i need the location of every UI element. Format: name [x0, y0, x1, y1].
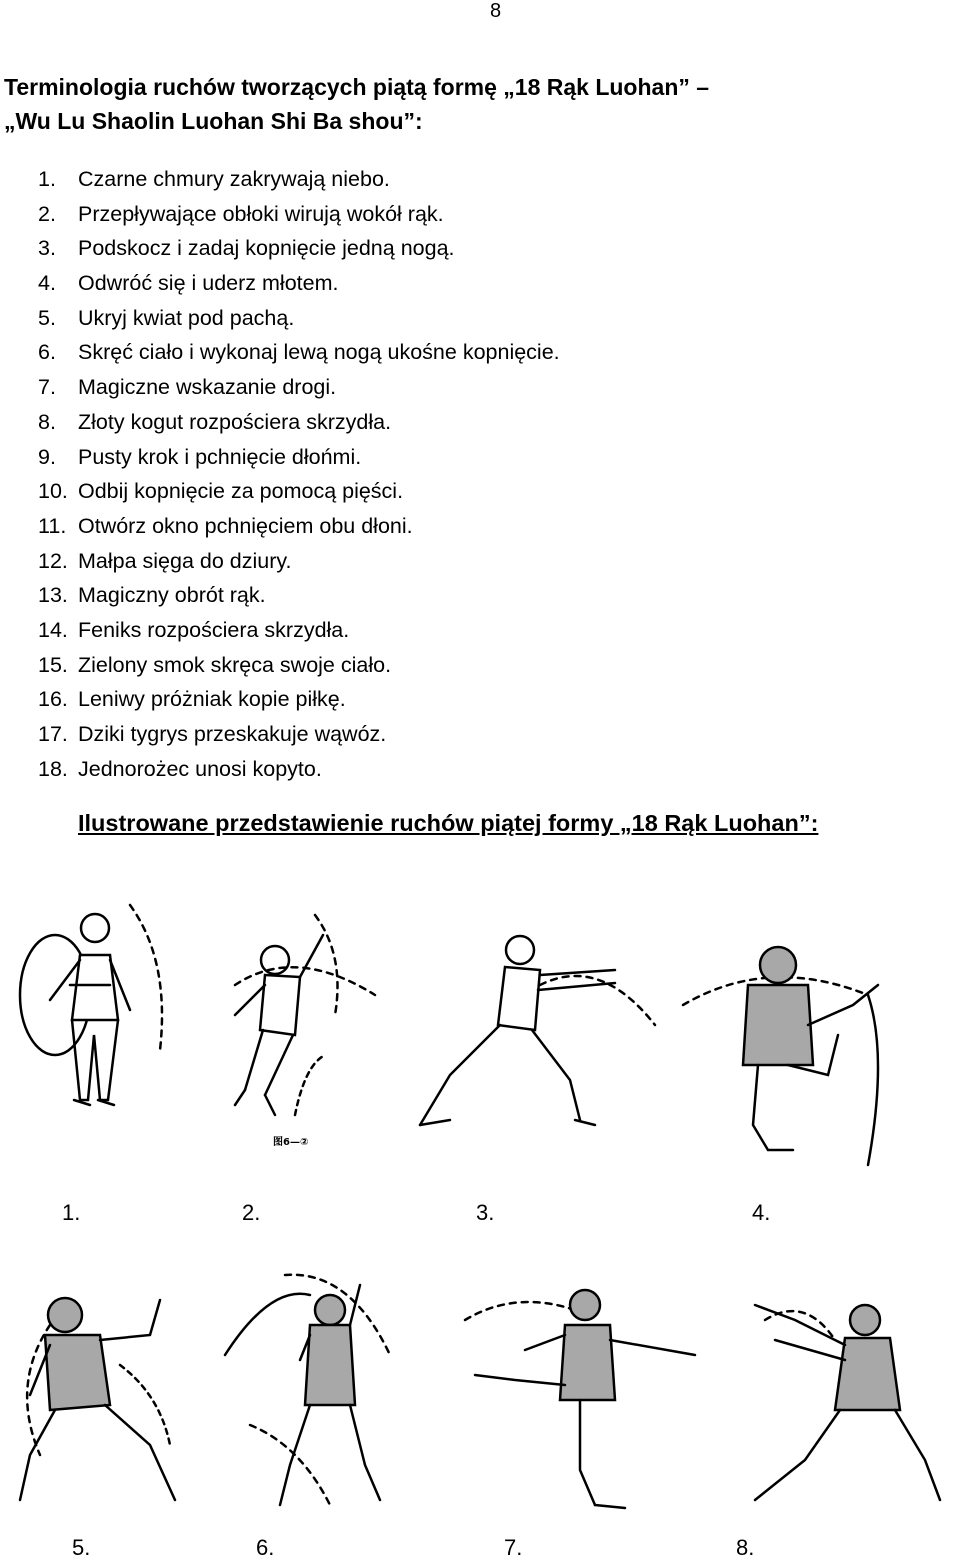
item-number: 16. — [38, 687, 68, 712]
list-item — [38, 648, 560, 683]
list-item — [38, 717, 560, 752]
item-number: 10. — [38, 479, 68, 504]
list-item — [38, 231, 560, 266]
item-text: Magiczne wskazanie drogi. — [78, 375, 337, 400]
list-item — [38, 197, 560, 232]
list-item — [38, 440, 560, 475]
figure-caption-6: 6. — [256, 1535, 275, 1560]
title-line-2: „Wu Lu Shaolin Luohan Shi Ba shou”: — [4, 108, 423, 134]
list-item — [38, 682, 560, 717]
item-number: 12. — [38, 548, 68, 573]
figure-caption-5: 5. — [72, 1535, 91, 1560]
item-text: Złoty kogut rozpościera skrzydła. — [78, 409, 392, 434]
item-number: 3. — [38, 236, 56, 261]
item-text: Podskocz i zadaj kopnięcie jedną nogą. — [78, 236, 455, 261]
figure-3-illustration — [410, 925, 660, 1145]
figure-2-label: 图6—② — [273, 1137, 309, 1148]
item-text: Skręć ciało i wykonaj lewą nogą ukośne kopnięcie. — [78, 340, 560, 365]
illustrations-heading: Ilustrowane przedstawienie ruchów piątej formy „18 Rąk Luohan”: — [78, 810, 819, 836]
list-item — [38, 474, 560, 509]
item-number: 8. — [38, 409, 56, 434]
item-number: 15. — [38, 652, 68, 677]
item-text: Przepływające obłoki wirują wokół rąk. — [78, 201, 444, 226]
title-line-1: Terminologia ruchów tworzących piątą formę „18 Rąk Luohan” – — [4, 74, 710, 100]
item-text: Ukryj kwiat pod pachą. — [78, 305, 295, 330]
item-number: 1. — [38, 167, 56, 191]
item-text: Odwróć się i uderz młotem. — [78, 271, 339, 296]
figure-caption-1: 1. — [62, 1200, 81, 1225]
list-item — [38, 544, 560, 579]
item-text: Leniwy próżniak kopie piłkę. — [78, 687, 346, 712]
item-number: 7. — [38, 375, 56, 400]
item-text: Małpa sięga do dziury. — [78, 548, 292, 573]
item-text: Czarne chmury zakrywają niebo. — [78, 167, 390, 191]
list-item — [38, 405, 560, 440]
item-number: 5. — [38, 305, 56, 330]
item-text: Pusty krok i pchnięcie dłońmi. — [78, 444, 362, 469]
list-item — [38, 752, 560, 787]
figure-5-illustration — [10, 1285, 200, 1525]
item-number: 4. — [38, 271, 56, 296]
item-number: 6. — [38, 340, 56, 365]
item-text: Feniks rozpościera skrzydła. — [78, 617, 350, 642]
list-item — [38, 509, 560, 544]
item-text: Odbij kopnięcie za pomocą pięści. — [78, 479, 404, 504]
item-number: 13. — [38, 583, 68, 608]
figure-caption-2: 2. — [242, 1200, 261, 1225]
list-item — [38, 301, 560, 336]
item-number: 14. — [38, 617, 68, 642]
figure-6-illustration — [210, 1265, 410, 1525]
list-item — [38, 266, 560, 301]
list-item — [38, 162, 560, 197]
page-number: 8 — [490, 0, 502, 22]
item-text: Magiczny obrót rąk. — [78, 583, 266, 608]
figure-caption-3: 3. — [476, 1200, 495, 1225]
movement-list — [38, 162, 560, 786]
figure-caption-8: 8. — [736, 1535, 755, 1560]
item-number: 11. — [38, 513, 67, 538]
list-item — [38, 578, 560, 613]
list-item — [38, 613, 560, 648]
item-text: Jednorożec unosi kopyto. — [78, 756, 322, 781]
item-number: 18. — [38, 756, 68, 781]
page-title — [4, 70, 904, 138]
figure-4-illustration — [678, 935, 908, 1170]
item-text: Otwórz okno pchnięciem obu dłoni. — [78, 513, 413, 538]
list-item — [38, 335, 560, 370]
item-number: 17. — [38, 722, 68, 746]
item-text: Zielony smok skręca swoje ciało. — [78, 652, 392, 677]
figure-caption-4: 4. — [752, 1200, 771, 1225]
figure-2-illustration — [205, 905, 395, 1155]
item-number: 2. — [38, 201, 56, 226]
item-number: 9. — [38, 444, 56, 469]
figure-caption-7: 7. — [504, 1535, 523, 1560]
list-item — [38, 370, 560, 405]
figure-7-illustration — [455, 1280, 705, 1520]
figure-8-illustration — [735, 1300, 955, 1520]
item-text: Dziki tygrys przeskakuje wąwóz. — [78, 722, 387, 746]
figure-1-illustration — [10, 900, 180, 1150]
